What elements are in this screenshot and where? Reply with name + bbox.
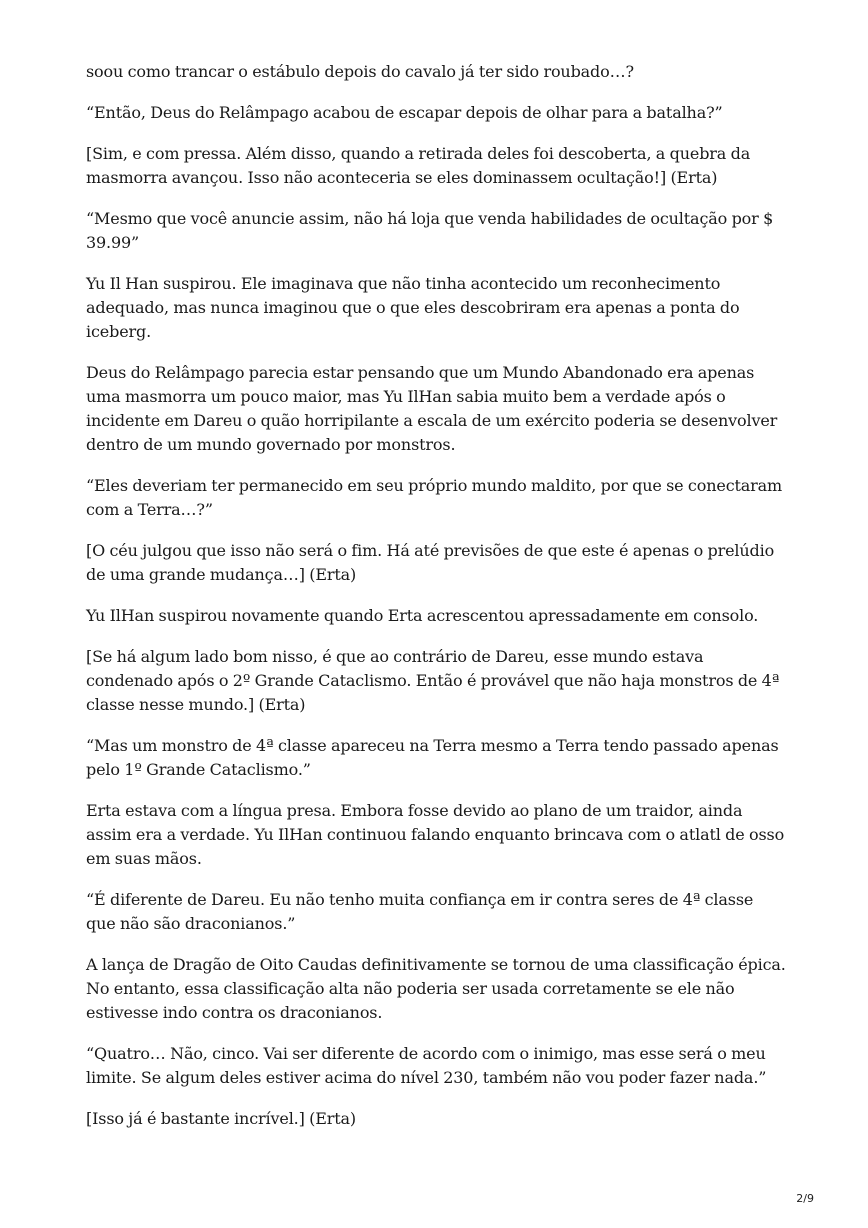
paragraph: “Mas um monstro de 4ª classe apareceu na Terra mesmo a Terra tendo passado apenas pelo 1º Grande Cataclismo.” <box>86 736 779 779</box>
paragraph: Yu IlHan suspirou novamente quando Erta acrescentou apressadamente em consolo. <box>86 606 759 625</box>
page-number: 2/9 <box>796 1192 814 1205</box>
paragraph: [Isso já é bastante incrível.] (Erta) <box>86 1109 357 1128</box>
paragraph: [Se há algum lado bom nisso, é que ao contrário de Dareu, esse mundo estava condenado após o 2º Grande Cataclismo. Então é provável que não haja monstros de 4ª classe nesse mundo.] (Erta) <box>86 647 780 714</box>
paragraph: [O céu julgou que isso não será o fim. Há até previsões de que este é apenas o prelúdio de uma grande mudança…] (Erta) <box>86 541 775 584</box>
paragraph: Erta estava com a língua presa. Embora fosse devido ao plano de um traidor, ainda assim era a verdade. Yu IlHan continuou falando enquanto brincava com o atlatl de osso em suas mãos. <box>86 801 785 868</box>
paragraph: A lança de Dragão de Oito Caudas definitivamente se tornou de uma classificação épica. No entanto, essa classificação alta não poderia ser usada corretamente se ele não estivesse indo contra os draconianos. <box>86 955 786 1022</box>
paragraph: Yu Il Han suspirou. Ele imaginava que não tinha acontecido um reconhecimento adequado, mas nunca imaginou que o que eles descobriram era apenas a ponta do iceberg. <box>86 274 740 341</box>
paragraph: [Sim, e com pressa. Além disso, quando a retirada deles foi descoberta, a quebra da masmorra avançou. Isso não aconteceria se eles dominassem ocultação!] (Erta) <box>86 144 751 187</box>
paragraph: soou como trancar o estábulo depois do cavalo já ter sido roubado…? <box>86 62 634 81</box>
paragraph: Deus do Relâmpago parecia estar pensando que um Mundo Abandonado era apenas uma masmorra um pouco maior, mas Yu IlHan sabia muito bem a verdade após o incidente em Dareu o quão horripilante a escala de um exército poderia se desenvolver dentro de um mundo governado por monstros. <box>86 363 778 454</box>
paragraph: “Eles deveriam ter permanecido em seu próprio mundo maldito, por que se conectaram com a Terra…?” <box>86 476 783 519</box>
document-body <box>86 60 786 1148</box>
paragraph: “Quatro… Não, cinco. Vai ser diferente de acordo com o inimigo, mas esse será o meu limite. Se algum deles estiver acima do nível 230, também não vou poder fazer nada.” <box>86 1044 767 1087</box>
paragraph: “É diferente de Dareu. Eu não tenho muita confiança em ir contra seres de 4ª classe que não são draconianos.” <box>86 890 754 933</box>
paragraph: “Mesmo que você anuncie assim, não há loja que venda habilidades de ocultação por $ 39.99” <box>86 209 774 252</box>
paragraph: “Então, Deus do Relâmpago acabou de escapar depois de olhar para a batalha?” <box>86 103 723 122</box>
